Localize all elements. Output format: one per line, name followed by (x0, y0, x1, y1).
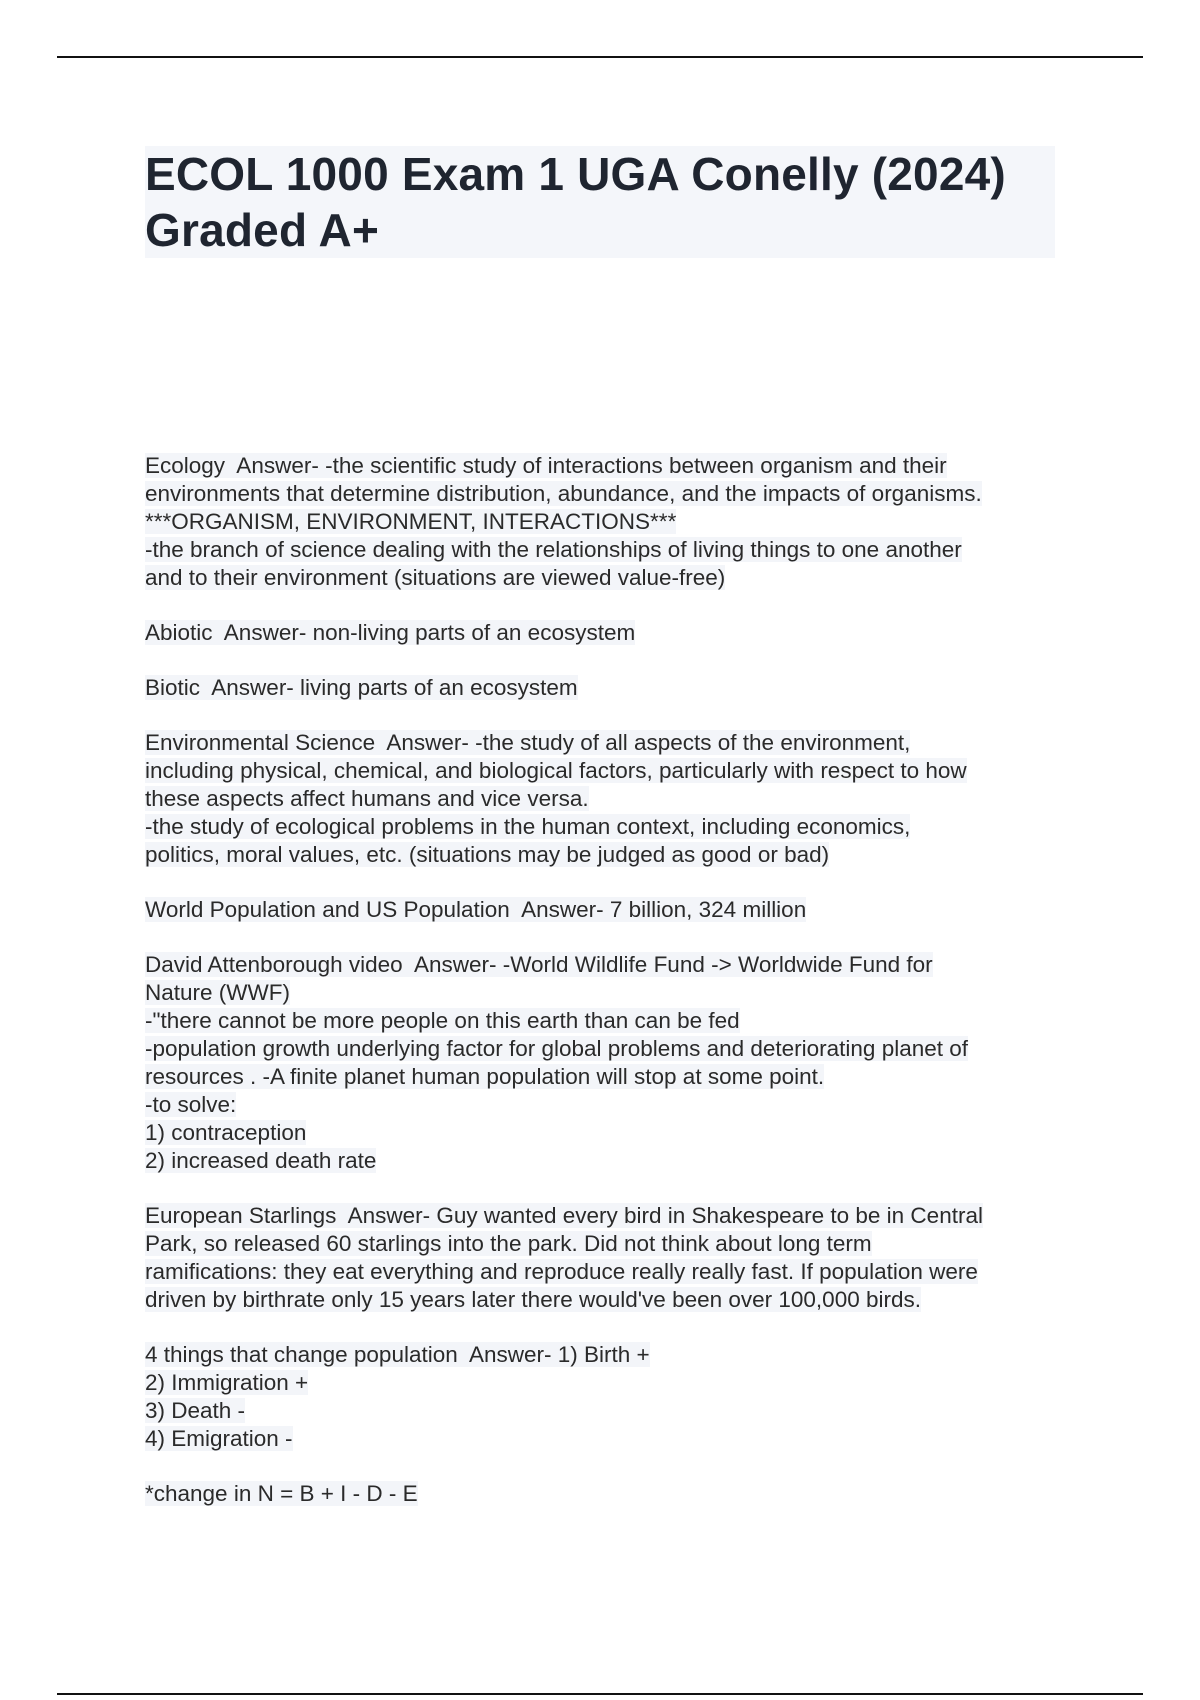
top-divider (57, 56, 1143, 58)
flashcard-population-change (145, 1341, 1065, 1453)
flashcard-abiotic (145, 619, 1065, 647)
text-line: 3) Death - (145, 1398, 246, 1423)
text-line: and to their environment (situations are viewed value-free) (145, 565, 726, 590)
text-line: Nature (WWF) (145, 980, 290, 1005)
document-title (145, 146, 1055, 262)
text-line: -"there cannot be more people on this earth than can be fed (145, 1008, 740, 1033)
formula-note (145, 1480, 1065, 1508)
text-line: environments that determine distribution, abundance, and the impacts of organisms. (145, 481, 982, 506)
text-line: 4 things that change population Answer- 1) Birth + (145, 1342, 650, 1367)
title-line: Graded A+ (145, 202, 1055, 258)
text-line: World Population and US Population Answer- 7 billion, 324 million (145, 897, 807, 922)
text-line: these aspects affect humans and vice versa. (145, 786, 589, 811)
flashcard-environmental-science (145, 729, 1065, 869)
text-line: Park, so released 60 starlings into the park. Did not think about long term (145, 1231, 872, 1256)
text-line: ***ORGANISM, ENVIRONMENT, INTERACTIONS*** (145, 509, 677, 534)
text-line: including physical, chemical, and biological factors, particularly with respect to how (145, 758, 967, 783)
text-line: 2) increased death rate (145, 1148, 377, 1173)
text-line: -to solve: (145, 1092, 237, 1117)
flashcard-ecology (145, 452, 1065, 592)
text-line: 1) contraception (145, 1120, 307, 1145)
text-line: Abiotic Answer- non-living parts of an ecosystem (145, 620, 636, 645)
text-line: driven by birthrate only 15 years later there would've been over 100,000 birds. (145, 1287, 921, 1312)
text-line: ramifications: they eat everything and reproduce really really fast. If population were (145, 1259, 978, 1284)
flashcard-attenborough-video (145, 951, 1065, 1175)
text-line: 2) Immigration + (145, 1370, 309, 1395)
flashcard-european-starlings (145, 1202, 1065, 1314)
text-line: Ecology Answer- -the scientific study of interactions between organism and their (145, 453, 947, 478)
text-line: -the branch of science dealing with the relationships of living things to one another (145, 537, 962, 562)
title-line: ECOL 1000 Exam 1 UGA Conelly (2024) (145, 146, 1055, 202)
flashcard-biotic (145, 674, 1065, 702)
text-line: European Starlings Answer- Guy wanted every bird in Shakespeare to be in Central (145, 1203, 983, 1228)
bottom-divider (57, 1693, 1143, 1695)
text-line: *change in N = B + I - D - E (145, 1481, 418, 1506)
text-line: politics, moral values, etc. (situations may be judged as good or bad) (145, 842, 830, 867)
text-line: -population growth underlying factor for global problems and deteriorating planet of (145, 1036, 969, 1061)
flashcard-list (145, 452, 1065, 1535)
text-line: resources . -A finite planet human population will stop at some point. (145, 1064, 825, 1089)
flashcard-world-population (145, 896, 1065, 924)
text-line: Biotic Answer- living parts of an ecosystem (145, 675, 578, 700)
text-line: 4) Emigration - (145, 1426, 293, 1451)
text-line: Environmental Science Answer- -the study of all aspects of the environment, (145, 730, 911, 755)
text-line: -the study of ecological problems in the human context, including economics, (145, 814, 911, 839)
text-line: David Attenborough video Answer- -World Wildlife Fund -> Worldwide Fund for (145, 952, 933, 977)
